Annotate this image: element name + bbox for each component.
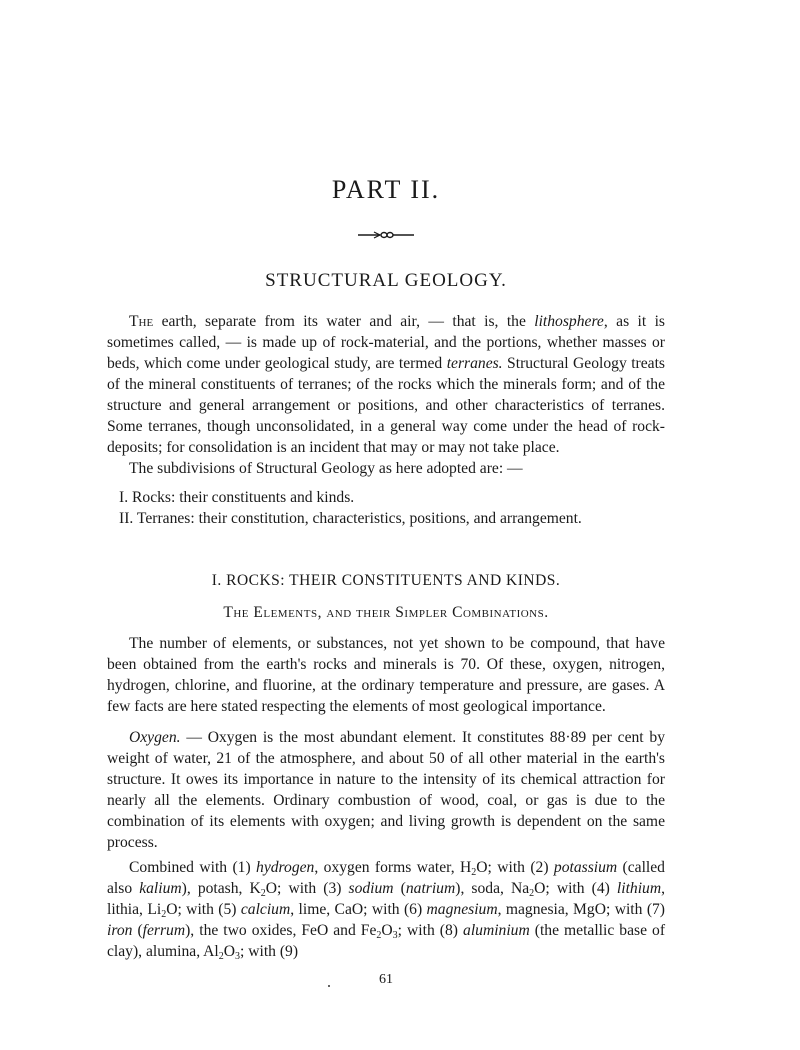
text-run: O; with (2)	[476, 859, 554, 876]
term: potassium	[553, 859, 618, 876]
text-run: O; with (3)	[265, 880, 349, 897]
subscript: 2	[376, 930, 382, 941]
term-lithosphere: lithosphere	[534, 313, 604, 330]
oxygen-label: Oxygen.	[129, 729, 181, 746]
subscript: 2	[161, 909, 167, 920]
subsection-heading: The Elements, and their Simpler Combinations.	[223, 604, 549, 621]
list-item-terranes: II. Terranes: their constitution, characteristics, positions, and arrangement.	[119, 510, 582, 527]
text-run: ), potash, K	[181, 880, 261, 897]
text-run: (the metallic base of clay), alumina, Al	[107, 922, 666, 960]
subscript: 3	[235, 951, 240, 962]
term: magnesium	[426, 901, 498, 918]
text-run: earth, separate from its water and air, — that is, the	[153, 313, 535, 330]
ornament-rule	[358, 230, 414, 240]
chapter-heading: I. ROCKS: THEIR CONSTITUENTS AND KINDS.	[211, 572, 561, 589]
term: calcium	[240, 901, 291, 918]
subscript: 2	[471, 867, 477, 878]
text-run: O; with (5)	[166, 901, 241, 918]
text-run: O; with (4)	[534, 880, 617, 897]
term: aluminium	[463, 922, 530, 939]
speck	[328, 985, 330, 987]
text-run: Combined with (1)	[129, 859, 257, 876]
text-run: ), soda, Na	[455, 880, 530, 897]
text-run: , oxygen forms water, H	[314, 859, 472, 876]
intro-block	[107, 311, 665, 529]
lead-word: The	[129, 313, 154, 330]
term: kalium	[139, 880, 182, 897]
subscript: 2	[218, 951, 224, 962]
page-number: 61	[379, 972, 393, 987]
text-run: ; with (9)	[240, 943, 299, 960]
part-title: PART II.	[331, 175, 441, 204]
elements-paragraph: The number of elements, or substances, not yet shown to be compound, that have been obtained from the earth's rocks and minerals is 70. Of these, oxygen, nitrogen, hydrogen, chlorine, and fluorine, at the ordinary temperature and pressure, are gases. A few facts are here stated respecting the elements of most geological importance.	[107, 635, 665, 715]
term: natrium	[405, 880, 456, 897]
subscript: 3	[392, 930, 398, 941]
text-run: ; with (8)	[397, 922, 464, 939]
text-run: , lime, CaO; with (6)	[290, 901, 427, 918]
subdivisions-paragraph: The subdivisions of Structural Geology as here adopted are: —	[129, 460, 523, 477]
text-run: — Oxygen is the most abundant element. It constitutes 88·89 per cent by weight of water, 21 of the atmosphere, and about 50 of all other material in the earth's structure. It owes its importance in nature to the intensity of its chemical attraction for nearly all the elements. Ordinary combustion of wood, coal, or gas is due to the combination of its elements with oxygen; and living growth is dependent on the same process.	[107, 729, 665, 851]
text-run: (called also	[107, 859, 665, 897]
text-run: O	[223, 943, 235, 960]
term: iron	[107, 922, 133, 939]
term: sodium	[348, 880, 394, 897]
text-run: (	[393, 880, 406, 897]
section-title: STRUCTURAL GEOLOGY.	[265, 270, 507, 291]
text-run: (	[132, 922, 143, 939]
term: lithium	[616, 880, 662, 897]
text-run: , as it is sometimes called, — is made up of rock-material, and the portions, whether masses or beds, which come under geological study, are termed	[107, 313, 665, 372]
subscript: 2	[260, 888, 266, 899]
text-run: ), the two oxides, FeO and Fe	[185, 922, 377, 939]
text-run: , magnesia, MgO; with (7)	[497, 901, 666, 918]
subscript: 2	[529, 888, 535, 899]
term-terranes: terranes.	[446, 355, 503, 372]
term: hydrogen	[256, 859, 315, 876]
intro-paragraph	[107, 311, 665, 458]
oxygen-paragraph	[107, 727, 665, 853]
text-run: Structural Geology treats of the mineral constituents of terranes; of the rocks which the minerals form; and of the structure and general arrangement or positions, and other characteristics of terranes. Some terranes, though unconsolidated, in a general way come under the head of rock-deposits; for consolidation is an incident that may or may not take place.	[107, 355, 665, 456]
list-item-rocks: I. Rocks: their constituents and kinds.	[119, 489, 355, 506]
term: ferrum	[142, 922, 186, 939]
text-run: , lithia, Li	[107, 880, 665, 918]
combinations-paragraph	[107, 857, 665, 962]
elements-block	[107, 633, 665, 962]
text-run: O	[381, 922, 393, 939]
